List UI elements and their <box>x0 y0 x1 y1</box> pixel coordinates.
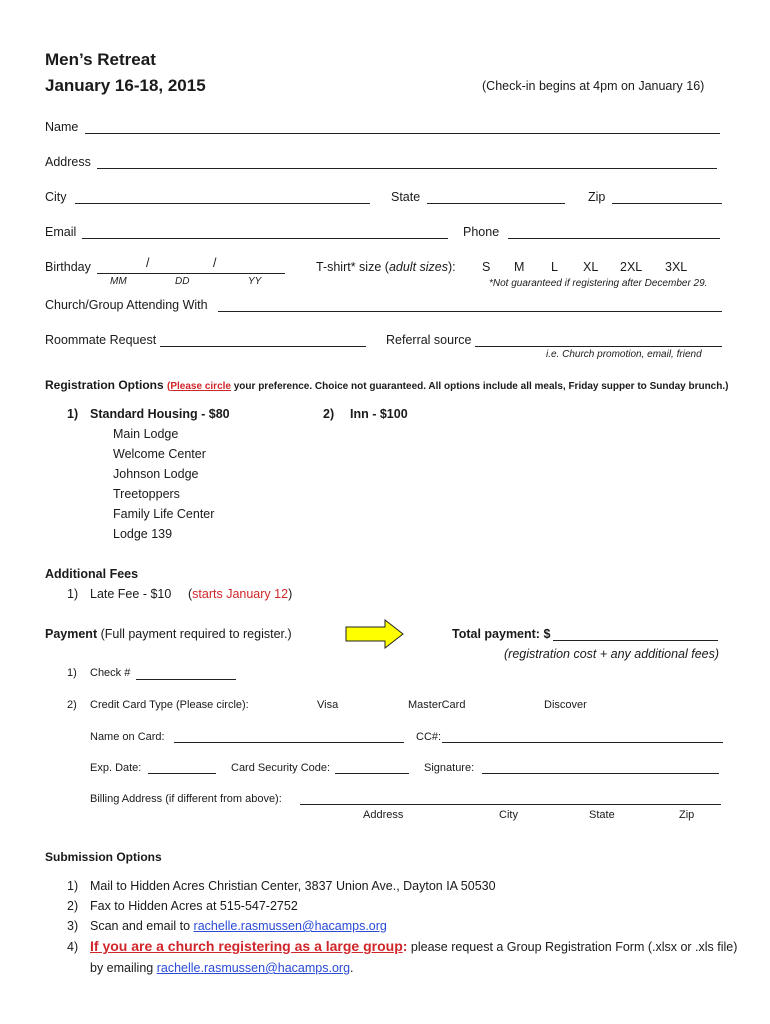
submission-num-2: 2) <box>67 899 79 913</box>
option1-number: 1) <box>67 407 79 421</box>
total-payment-field[interactable] <box>553 640 718 641</box>
billing-zip-caption: Zip <box>679 809 695 821</box>
zip-label: Zip <box>588 190 606 204</box>
address-field[interactable] <box>97 168 717 169</box>
housing-lodge-139[interactable]: Lodge 139 <box>113 527 173 541</box>
security-code-field[interactable] <box>335 773 409 774</box>
size-l[interactable]: L <box>551 260 558 274</box>
billing-address-caption: Address <box>363 809 404 821</box>
option2-number: 2) <box>323 407 335 421</box>
state-field[interactable] <box>427 203 565 204</box>
housing-johnson-lodge[interactable]: Johnson Lodge <box>113 467 199 481</box>
late-fee-note: (starts January 12) <box>188 587 293 601</box>
billing-field[interactable] <box>300 804 721 805</box>
birthday-label: Birthday <box>45 260 91 274</box>
exp-date-field[interactable] <box>148 773 216 774</box>
birthday-mm: MM <box>110 276 127 287</box>
total-payment-label: Total payment: $ <box>452 627 551 641</box>
address-label: Address <box>45 155 91 169</box>
security-code-label: Card Security Code: <box>231 762 331 774</box>
submission-num-1: 1) <box>67 879 79 893</box>
exp-date-label: Exp. Date: <box>90 762 142 774</box>
name-label: Name <box>45 120 79 134</box>
late-fee: Late Fee - $10 <box>90 587 172 601</box>
billing-label: Billing Address (if different from above): <box>90 793 282 805</box>
signature-field[interactable] <box>482 773 719 774</box>
card-mastercard[interactable]: MasterCard <box>408 699 466 711</box>
size-2xl[interactable]: 2XL <box>620 260 643 274</box>
email-link[interactable]: rachelle.rasmussen@hacamps.org <box>193 919 387 933</box>
submission-num-4: 4) <box>67 940 79 954</box>
referral-hint: i.e. Church promotion, email, friend <box>546 349 702 360</box>
check-label: Check # <box>90 667 131 679</box>
submission-mail: Mail to Hidden Acres Christian Center, 3837 Union Ave., Dayton IA 50530 <box>90 879 496 893</box>
payment-label: Payment (Full payment required to register.) <box>45 627 292 641</box>
church-label: Church/Group Attending With <box>45 298 208 312</box>
roommate-field[interactable] <box>160 346 366 347</box>
fee-number: 1) <box>67 587 79 601</box>
zip-field[interactable] <box>612 203 722 204</box>
name-on-card-label: Name on Card: <box>90 731 165 743</box>
housing-welcome-center[interactable]: Welcome Center <box>113 447 206 461</box>
registration-heading: Registration Options (Please circle your preference. Choice not guaranteed. All options include all meals, Friday supper to Sunday brunch.) <box>45 378 729 392</box>
signature-label: Signature: <box>424 762 475 774</box>
email-label: Email <box>45 225 77 239</box>
submission-heading: Submission Options <box>45 850 162 864</box>
phone-label: Phone <box>463 225 500 239</box>
check-number: 1) <box>67 667 77 679</box>
roommate-label: Roommate Request <box>45 333 157 347</box>
size-3xl[interactable]: 3XL <box>665 260 688 274</box>
cc-type-label: Credit Card Type (Please circle): <box>90 699 249 711</box>
billing-state-caption: State <box>589 809 615 821</box>
fees-heading: Additional Fees <box>45 567 139 581</box>
housing-treetoppers[interactable]: Treetoppers <box>113 487 180 501</box>
submission-fax: Fax to Hidden Acres at 515-547-2752 <box>90 899 298 913</box>
option-inn[interactable]: Inn - $100 <box>350 407 408 421</box>
event-dates: January 16-18, 2015 <box>45 76 206 95</box>
cc-label: CC#: <box>416 731 442 743</box>
tshirt-label: T-shirt* size (adult sizes): <box>316 260 456 274</box>
card-discover[interactable]: Discover <box>544 699 587 711</box>
cc-number: 2) <box>67 699 77 711</box>
referral-field[interactable] <box>475 346 722 347</box>
housing-family-life-center[interactable]: Family Life Center <box>113 507 215 521</box>
birthday-slash: / <box>146 256 150 270</box>
submission-email: Scan and email to rachelle.rasmussen@hacamps.org <box>90 919 387 933</box>
submission-group-line2: by emailing rachelle.rasmussen@hacamps.org. <box>90 961 354 975</box>
checkin-note: (Check-in begins at 4pm on January 16) <box>482 79 705 93</box>
arrow-right-icon <box>345 619 405 649</box>
birthday-slash: / <box>213 256 217 270</box>
size-s[interactable]: S <box>482 260 491 274</box>
size-m[interactable]: M <box>514 260 525 274</box>
check-field[interactable] <box>136 679 236 680</box>
option-standard-housing[interactable]: Standard Housing - $80 <box>90 407 230 421</box>
church-field[interactable] <box>218 311 722 312</box>
tshirt-note: *Not guaranteed if registering after December 29. <box>489 278 708 289</box>
billing-city-caption: City <box>499 809 518 821</box>
submission-num-3: 3) <box>67 919 79 933</box>
state-label: State <box>391 190 421 204</box>
referral-label: Referral source <box>386 333 472 347</box>
submission-group: If you are a church registering as a large group: please request a Group Registration Form (.xlsx or .xls file) <box>90 938 738 954</box>
name-field[interactable] <box>85 133 720 134</box>
city-label: City <box>45 190 67 204</box>
card-visa[interactable]: Visa <box>317 699 339 711</box>
email-field[interactable] <box>82 238 448 239</box>
page-title: Men’s Retreat <box>45 50 156 69</box>
city-field[interactable] <box>75 203 370 204</box>
email-link[interactable]: rachelle.rasmussen@hacamps.org <box>156 961 351 975</box>
birthday-field[interactable] <box>97 273 285 274</box>
name-on-card-field[interactable] <box>174 742 404 743</box>
size-xl[interactable]: XL <box>583 260 599 274</box>
housing-main-lodge[interactable]: Main Lodge <box>113 427 179 441</box>
phone-field[interactable] <box>508 238 720 239</box>
birthday-yy: YY <box>248 276 262 287</box>
total-payment-note: (registration cost + any additional fees) <box>504 647 720 661</box>
birthday-dd: DD <box>175 276 190 287</box>
cc-field[interactable] <box>442 742 723 743</box>
